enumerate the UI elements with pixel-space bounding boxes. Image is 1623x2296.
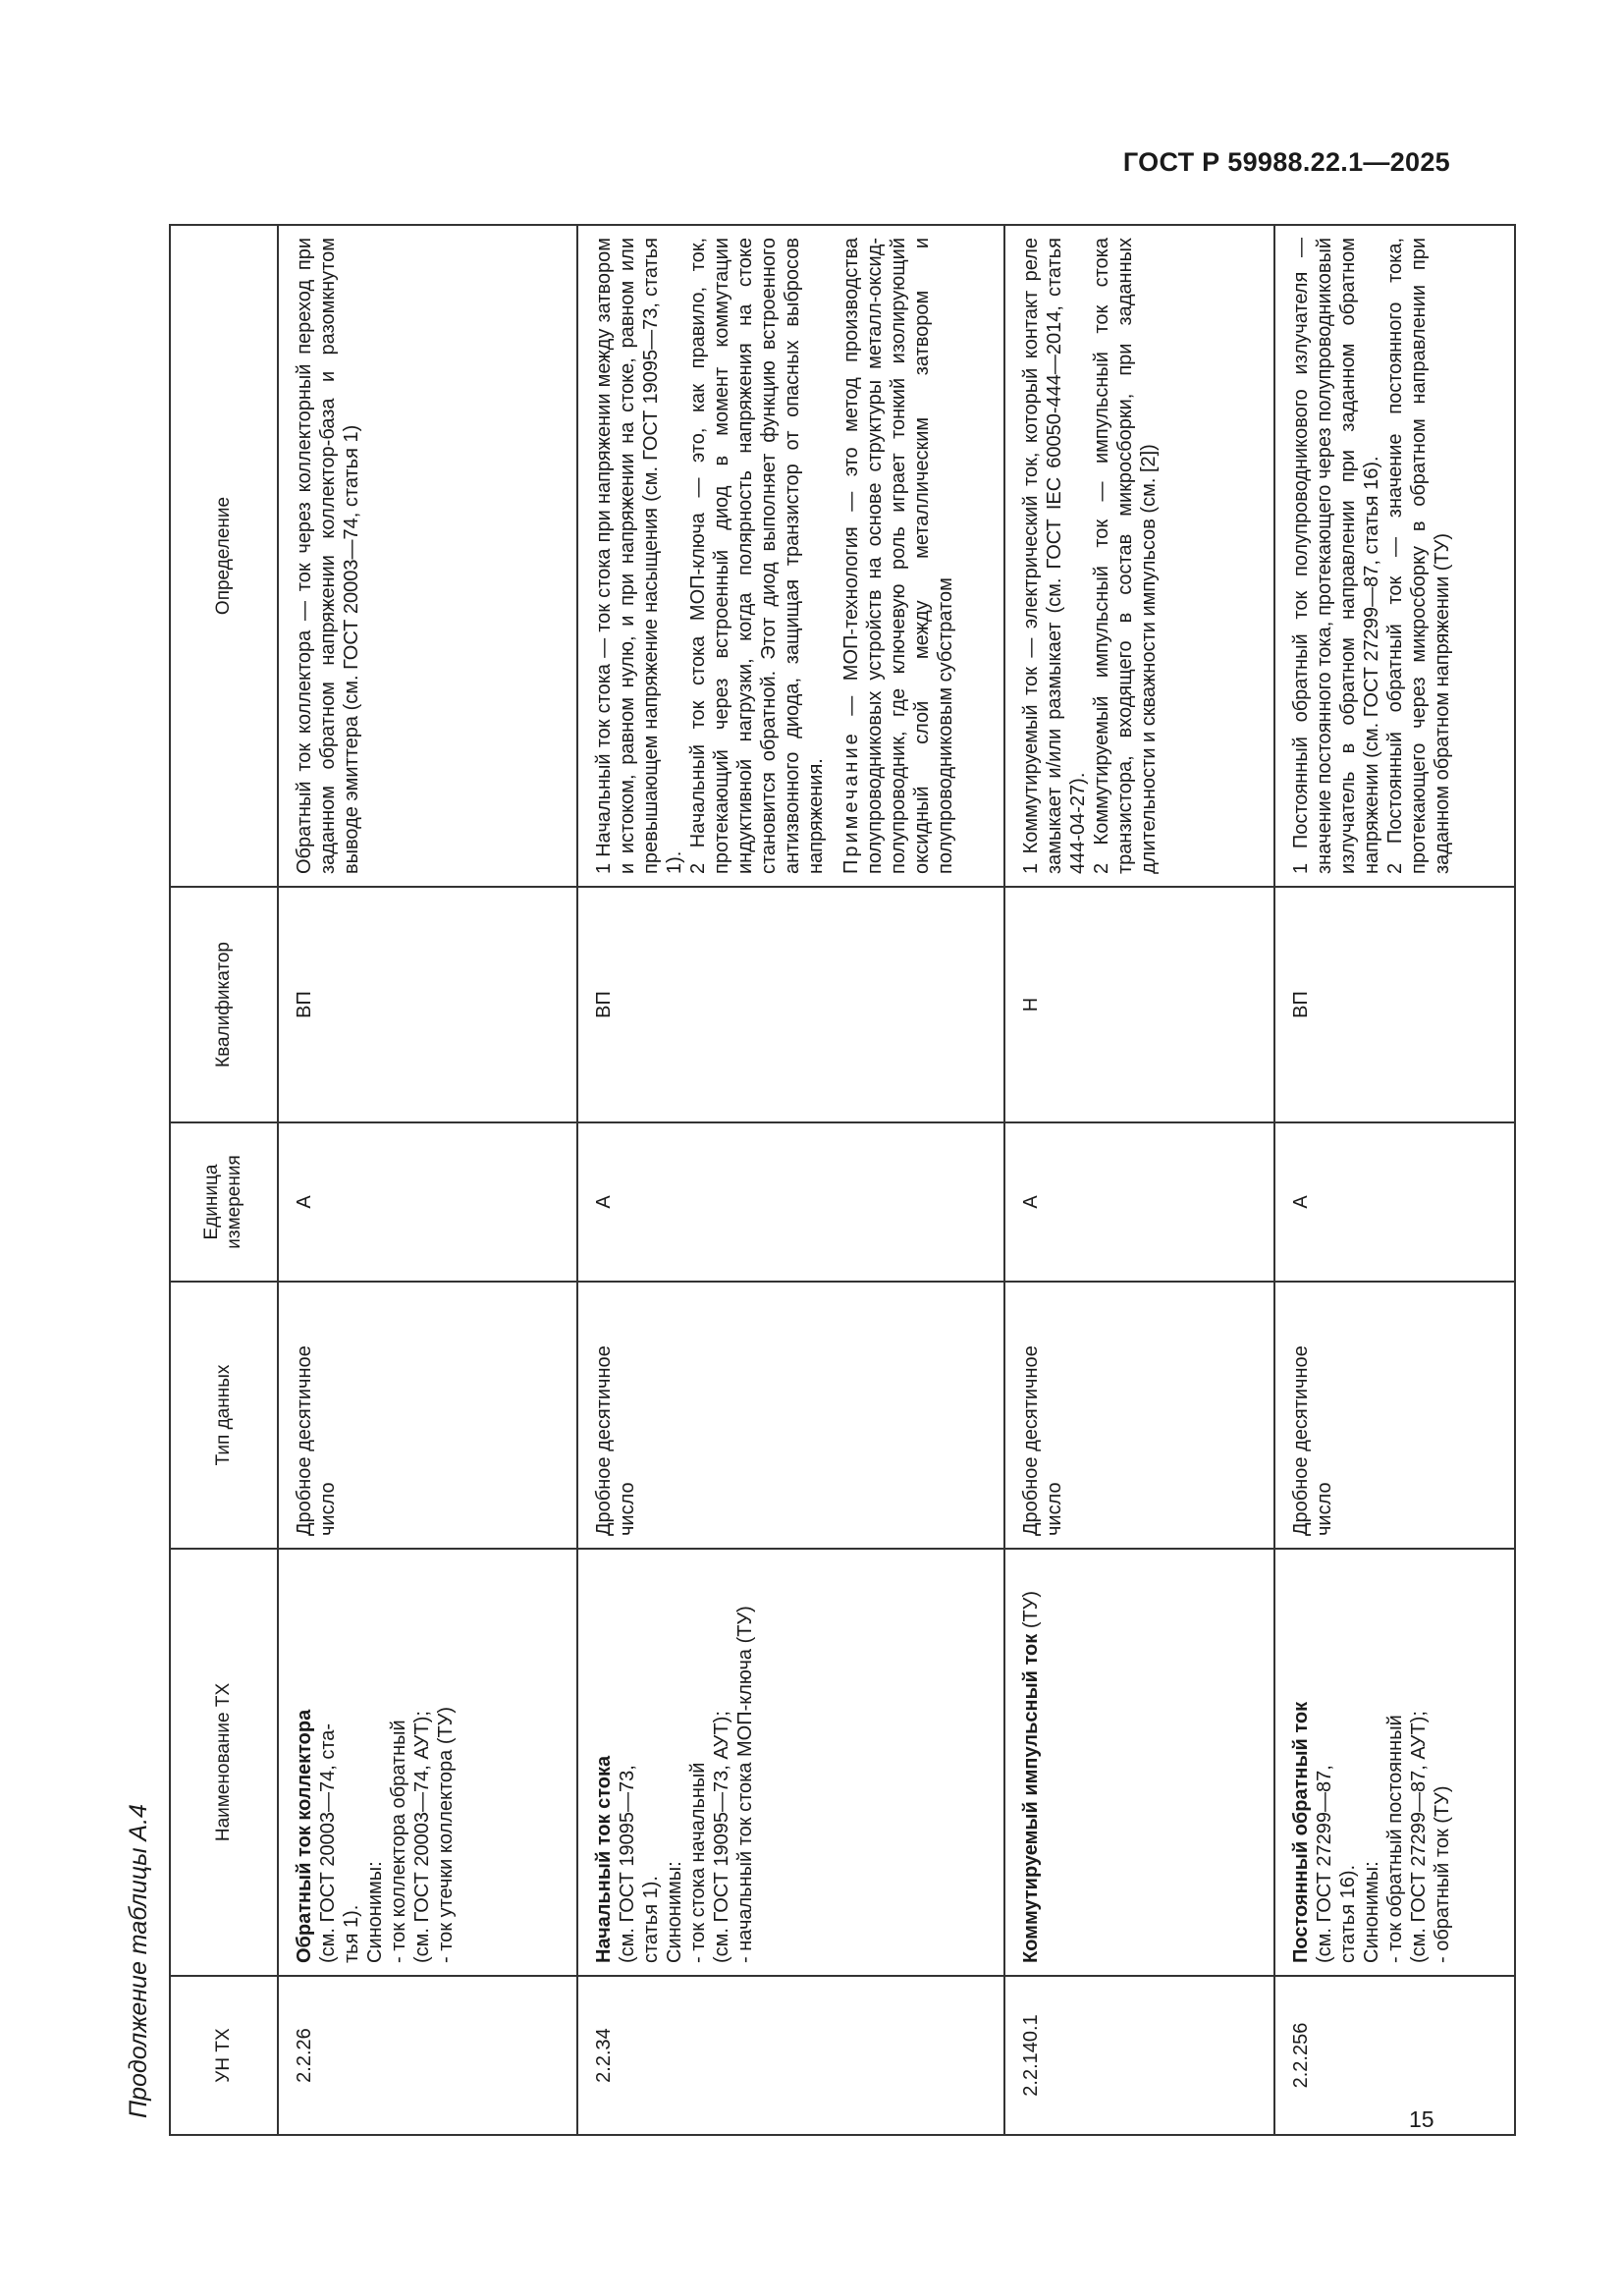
note-text: — МОП-технология — это метод производства полупроводниковых устройств на основе структуры металл-оксид-полупроводник, где ключевую роль играет тонкий изолирующий оксидный слой между металлическим затвором и полупроводниковым субстратом <box>840 238 956 874</box>
table-row <box>1274 225 1515 2135</box>
characteristic-name: Обратный ток коллектора <box>294 1709 315 1963</box>
table-row <box>577 225 1004 2135</box>
name-detail-line: статья 16). <box>1337 1864 1359 1963</box>
cell-qualifier: ВП <box>278 887 577 1122</box>
cell-qualifier: ВП <box>1274 887 1515 1122</box>
name-detail-line: (см. ГОСТ 19095—73, <box>617 1765 638 1963</box>
name-detail-line: тья 1). <box>341 1904 362 1963</box>
characteristic-name: Коммутируемый импульсный ток <box>1020 1633 1042 1963</box>
name-detail-line: (см. ГОСТ 20003—74, ста- <box>317 1722 339 1963</box>
column-header-name: Наименование ТХ <box>170 1549 278 1976</box>
characteristic-name: Постоянный обратный ток <box>1290 1701 1312 1963</box>
cell-definition <box>1274 225 1515 887</box>
column-header-code: УН ТХ <box>170 1976 278 2135</box>
document-code: ГОСТ Р 59988.22.1—2025 <box>1122 147 1450 177</box>
cell-name <box>278 1549 577 1976</box>
name-detail-line: Синонимы: <box>664 1861 685 1963</box>
cell-name <box>1004 1549 1274 1976</box>
note-label: Примечание <box>840 731 862 874</box>
cell-unit: А <box>1274 1122 1515 1282</box>
cell-name <box>1274 1549 1515 1976</box>
cell-definition <box>577 225 1004 887</box>
cell-name <box>577 1549 1004 1976</box>
name-detail-line: статья 1). <box>640 1876 662 1963</box>
name-detail-line: (ТУ) <box>1020 1590 1042 1629</box>
cell-code: 2.2.140.1 <box>1004 1976 1274 2135</box>
column-header-data-type: Тип данных <box>170 1282 278 1549</box>
cell-unit: А <box>1004 1122 1274 1282</box>
definition-paragraph: 1 Начальный ток стока — ток стока при напряжении между затвором и истоком, равном нулю, и при напряжении на стоке, равном или превышающем напряжение насыщения (см. ГОСТ 19095—73, статья 1). <box>593 238 685 874</box>
cell-unit: А <box>577 1122 1004 1282</box>
table-row <box>278 225 577 2135</box>
name-detail-line: - ток стока начальный <box>687 1762 709 1963</box>
cell-qualifier: Н <box>1004 887 1274 1122</box>
name-detail-line: - начальный ток стока МОП-ключа (ТУ) <box>734 1606 756 1963</box>
characteristics-table <box>169 224 1516 2136</box>
definition-paragraph: Обратный ток коллектора — ток через коллекторный переход при заданном обратном напряжении коллектор-база и разомкнутом выводе эмиттера (см. ГОСТ 20003—74, статья 1) <box>294 238 362 874</box>
name-detail-line: - обратный ток (ТУ) <box>1432 1785 1453 1963</box>
name-detail-line: (см. ГОСТ 19095—73, АУТ); <box>711 1711 732 1963</box>
column-header-definition: Определение <box>170 225 278 887</box>
table-caption: Продолжение таблицы А.4 <box>125 1804 152 2118</box>
name-detail-line: - ток обратный постоянный <box>1384 1715 1406 1963</box>
cell-definition <box>278 225 577 887</box>
cell-code: 2.2.26 <box>278 1976 577 2135</box>
cell-data-type: Дробное десятичное число <box>1004 1282 1274 1549</box>
name-detail-line: - ток утечки коллектора (ТУ) <box>435 1706 457 1963</box>
column-header-qualifier: Квалификатор <box>170 887 278 1122</box>
definition-paragraph: 1 Коммутируемый ток — электрический ток, который контакт реле замыкает и/или размыкает (см. ГОСТ IEC 60050-444—2014, статья 444-04-27). <box>1020 238 1089 874</box>
cell-definition <box>1004 225 1274 887</box>
name-detail-line: (см. ГОСТ 20003—74, АУТ); <box>411 1711 433 1963</box>
cell-data-type: Дробное десятичное число <box>577 1282 1004 1549</box>
cell-code: 2.2.34 <box>577 1976 1004 2135</box>
definition-paragraph: 2 Начальный ток стока МОП-ключа — это, как правило, ток, протекающий через встроенный диод в момент коммутации индуктивной нагрузки, когда полярность напряжения на стоке становится обратной. Этот диод выполняет функцию встроенного антизвонного диода, защищая транзистор от опасных выбросов напряжения. <box>687 238 827 874</box>
cell-data-type: Дробное десятичное число <box>1274 1282 1515 1549</box>
name-detail-line: (см. ГОСТ 27299—87, <box>1314 1765 1335 1963</box>
definition-paragraph: 1 Постоянный обратный ток полупроводникового излучателя — значение постоянного тока, протекающего через полупроводниковый излучатель в обратном направлении при заданном обратном напряжении (см. ГОСТ 27299—87, статья 16). <box>1290 238 1382 874</box>
cell-qualifier: ВП <box>577 887 1004 1122</box>
table-header-row <box>170 225 278 2135</box>
table-row <box>1004 225 1274 2135</box>
cell-code: 2.2.256 <box>1274 1976 1515 2135</box>
page-number: 15 <box>1409 2106 1434 2132</box>
definition-paragraph: 2 Постоянный обратный ток — значение постоянного тока, протекающего через микросборку в обратном направлении при заданном обратном напряжении (ТУ) <box>1384 238 1453 874</box>
name-detail-line: (см. ГОСТ 27299—87, АУТ); <box>1408 1711 1430 1963</box>
definition-paragraph: 2 Коммутируемый импульсный ток — импульсный ток стока транзистора, входящего в состав микросборки, при заданных длительности и скважности импульсов (см. [2]) <box>1091 238 1160 874</box>
name-detail-line: Синонимы: <box>1361 1861 1382 1963</box>
rotated-table-block <box>108 226 1453 2136</box>
cell-data-type: Дробное десятичное число <box>278 1282 577 1549</box>
definition-note <box>839 238 957 874</box>
name-detail-line: - ток коллектора обратный <box>388 1720 409 1963</box>
column-header-unit: Единица измерения <box>170 1122 278 1282</box>
name-detail-line: Синонимы: <box>364 1861 386 1963</box>
table-body <box>278 225 1515 2135</box>
characteristic-name: Начальный ток стока <box>593 1755 615 1963</box>
cell-unit: А <box>278 1122 577 1282</box>
